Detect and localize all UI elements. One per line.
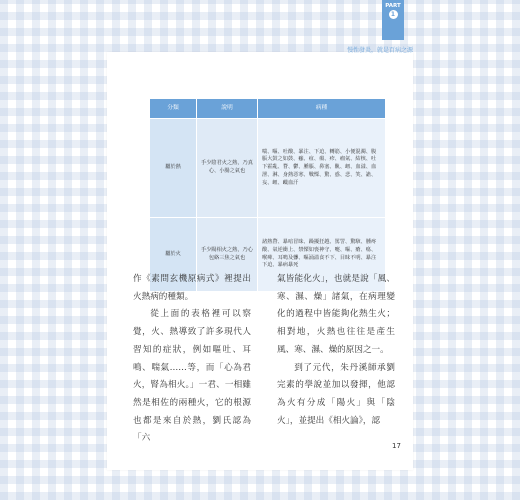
header-category: 分類 xyxy=(150,99,197,119)
header-description: 說明 xyxy=(197,99,258,119)
part-tab-label: PART xyxy=(385,3,401,9)
paragraph: 從上面的表格裡可以察覺，火、熱導致了許多現代人習知的症狀，例如嘔吐、耳鳴、喘氣……等，而「心為君火，腎為相火。」一君、一相雖然是相佐的兩種火，它的根源也都是來自於熱，劉氏認為「六 xyxy=(133,309,251,444)
disease-table xyxy=(149,98,386,292)
description-cell: 手少陰君火之熱，乃真心、小腸之氣也 xyxy=(197,119,258,218)
table-header-row xyxy=(150,99,386,119)
diseases-cell: 諸熱瞀、暴喑冒昧、躁擾狂越、罵詈、驚駭、腫疼酸、氣逆衝上、禁慄如喪神守、嚏、嘔、瘡、瘍、喉痺、耳鳴及聾、嘔涌溢食不下、目昧不明、暴注下迫、暴病暴死 xyxy=(258,218,386,292)
diseases-cell: 喘、嘔、吐酸、暴注、下迫、轉筋、小便混濁、腹脹大鼓之如鼓、癰、疽、瘍、疹、瘤氣、結核、吐下霍亂、瞀、鬱、腫脹、鼻塞、鼽、衄、血溢、血泄、淋、身熱惡寒、戰慄、驚、惑、悲、笑、譫、妄、衄、衊血汗 xyxy=(258,119,386,218)
body-column-right xyxy=(277,271,395,430)
paragraph: 作《素問玄機原病式》裡提出火熱病的種類。 xyxy=(133,274,251,302)
description-cell: 手少陽相火之熱，乃心包絡三焦之氣也 xyxy=(197,218,258,292)
body-column-left xyxy=(133,271,251,448)
header-diseases: 病種 xyxy=(258,99,386,119)
running-header: 慢性發炎，就是百病之源 xyxy=(346,47,413,54)
part-tab xyxy=(382,0,404,40)
paragraph: 氣皆能化火」，也就是說「風、寒、濕、燥」諸氣，在病理變化的過程中皆能夠化熱生火；相對地，火熱也往往是產生風、寒、濕、燥的原因之一。 xyxy=(277,274,395,355)
table-row xyxy=(150,119,386,218)
paragraph: 到了元代，朱丹溪師承劉完素的學說並加以發揮，他認為火有分成「陽火」與「陰火」，並提出《相火論》，認 xyxy=(277,362,395,426)
page-number: 17 xyxy=(392,442,401,450)
category-cell: 屬於熱 xyxy=(150,119,197,218)
category-cell: 屬於火 xyxy=(150,218,197,292)
part-number-badge: 1 xyxy=(389,10,398,19)
